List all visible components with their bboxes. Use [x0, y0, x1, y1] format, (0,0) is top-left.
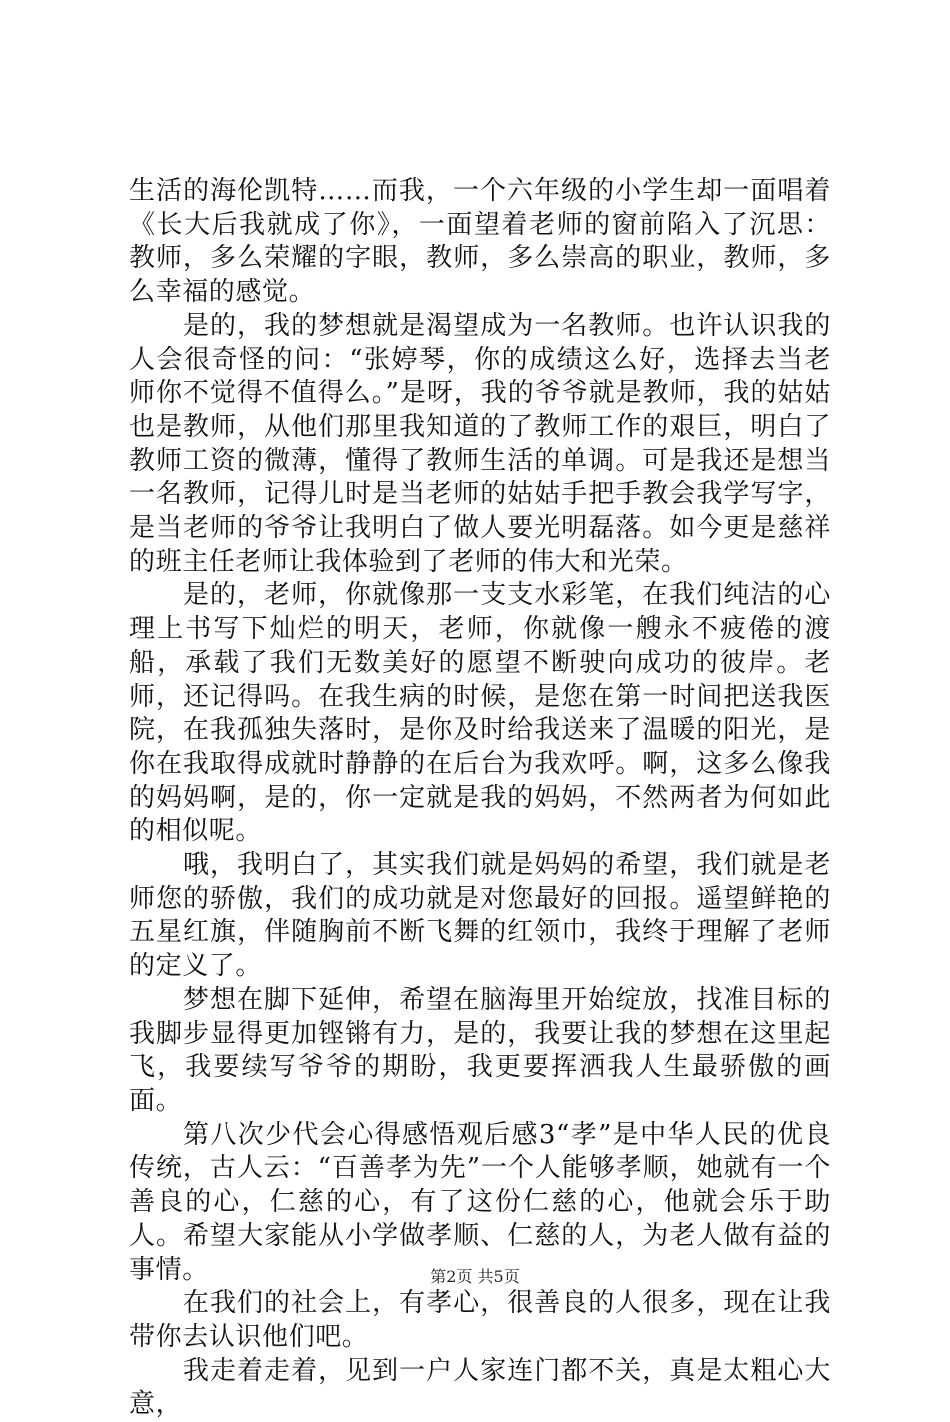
paragraph-7: 在我们的社会上，有孝心，很善良的人很多，现在让我带你去认识他们吧。: [129, 1288, 831, 1352]
paragraph-3: 是的，老师，你就像那一支支水彩笔，在我们纯洁的心理上书写下灿烂的明天，老师，你就像一艘永不疲倦的渡船，承载了我们无数美好的愿望不断驶向成功的彼岸。老师，还记得吗。在我生病的时候，是您在第一时间把送我医院，在我孤独失落时，是你及时给我送来了温暖的阳光，是你在我取得成就时静静的在后台为我欢呼。啊，这多么像我的妈妈啊，是的，你一定就是我的妈妈，不然两者为何如此的相似呢。: [129, 580, 831, 847]
paragraph-8: 我走着走着，见到一户人家连门都不关，真是太粗心大意，: [129, 1355, 831, 1420]
page-number-footer: 第2页 共5页: [430, 1267, 520, 1286]
paragraph-2: 是的，我的梦想就是渴望成为一名教师。也许认识我的人会很奇怪的问：“张婷琴，你的成绩这么好，选择去当老师你不觉得不值得么。”是呀，我的爷爷就是教师，我的姑姑也是教师，从他们那里我知道的了教师工作的艰巨，明白了教师工资的微薄，懂得了教师生活的单调。可是我还是想当一名教师，记得儿时是当老师的姑姑手把手教会我学写字，是当老师的爷爷让我明白了做人要光明磊落。如今更是慈祥的班主任老师让我体验到了老师的伟大和光荣。: [129, 310, 831, 577]
paragraph-4: 哦，我明白了，其实我们就是妈妈的希望，我们就是老师您的骄傲，我们的成功就是对您最好的回报。遥望鲜艳的五星红旗，伴随胸前不断飞舞的红领巾，我终于理解了老师的定义了。: [129, 850, 831, 982]
paragraph-6: 第八次少代会心得感悟观后感3“孝”是中华人民的优良传统，古人云：“百善孝为先”一个人能够孝顺，她就有一个善良的心，仁慈的心，有了这份仁慈的心，他就会乐于助人。希望大家能从小学做孝顺、仁慈的人，为老人做有益的事情。: [129, 1119, 831, 1285]
paragraph-5: 梦想在脚下延伸，希望在脑海里开始绽放，找准目标的我脚步显得更加铿锵有力，是的，我要让我的梦想在这里起飞，我要续写爷爷的期盼，我更要挥洒我人生最骄傲的画面。: [129, 984, 831, 1116]
paragraph-1: 生活的海伦凯特……而我，一个六年级的小学生却一面唱着《长大后我就成了你》，一面望着老师的窗前陷入了沉思：教师，多么荣耀的字眼，教师，多么崇高的职业，教师，多么幸福的感觉。: [129, 176, 831, 308]
document-body: [129, 175, 831, 1422]
